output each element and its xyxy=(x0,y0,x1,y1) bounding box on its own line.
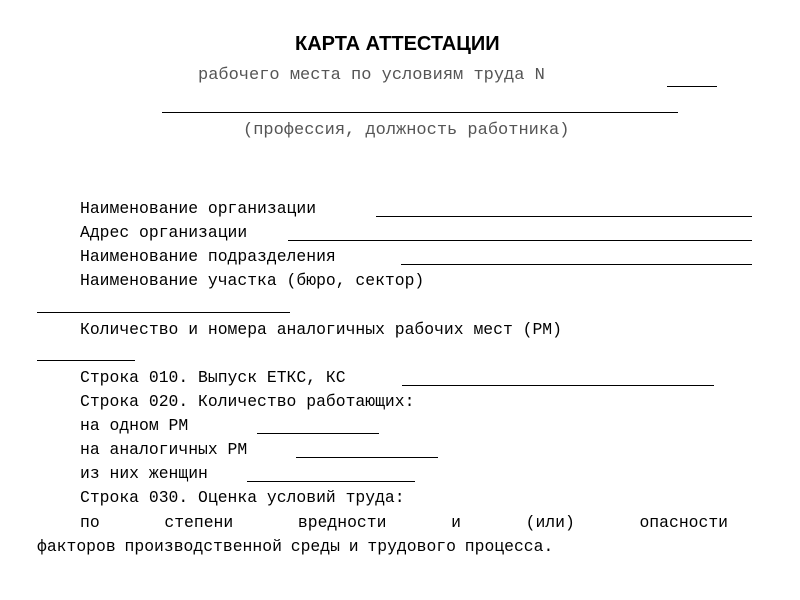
subtitle xyxy=(198,66,545,86)
org-address-label: Адрес организации xyxy=(80,223,248,242)
word: опасности xyxy=(639,513,728,532)
line-010-label: Строка 010. Выпуск ЕТКС, КС xyxy=(80,368,346,387)
profession-caption: (профессия, должность работника) xyxy=(243,121,570,140)
org-name-label: Наименование организации xyxy=(80,199,317,218)
similar-count-field[interactable] xyxy=(37,360,135,361)
one-rm-field[interactable] xyxy=(257,433,379,434)
profession-field[interactable] xyxy=(162,112,678,113)
factors-text: факторов производственной среды и трудового процесса. xyxy=(37,537,554,556)
similar-count-label: Количество и номера аналогичных рабочих мест (РМ) xyxy=(80,320,562,339)
women-label: из них женщин xyxy=(80,464,208,483)
department-field[interactable] xyxy=(401,264,752,265)
justified-line xyxy=(80,513,728,533)
org-address-field[interactable] xyxy=(288,240,752,241)
word: и xyxy=(451,513,461,532)
word: степени xyxy=(164,513,234,532)
word: по xyxy=(80,513,100,532)
section-field[interactable] xyxy=(37,312,290,313)
women-field[interactable] xyxy=(247,481,415,482)
line-030-label: Строка 030. Оценка условий труда: xyxy=(80,488,405,507)
document-title: КАРТА АТТЕСТАЦИИ xyxy=(295,33,500,55)
similar-rm-field[interactable] xyxy=(296,457,438,458)
department-label: Наименование подразделения xyxy=(80,247,336,266)
workplace-number-field[interactable] xyxy=(667,86,717,87)
one-rm-label: на одном РМ xyxy=(80,416,189,435)
word: вредности xyxy=(297,513,387,532)
line-020-label: Строка 020. Количество работающих: xyxy=(80,392,415,411)
word: (или) xyxy=(525,513,575,532)
org-name-field[interactable] xyxy=(376,216,752,217)
section-label: Наименование участка (бюро, сектор) xyxy=(80,271,425,290)
subtitle-text: рабочего места по условиям труда N xyxy=(198,66,545,85)
similar-rm-label: на аналогичных РМ xyxy=(80,440,248,459)
line-010-field[interactable] xyxy=(402,385,714,386)
